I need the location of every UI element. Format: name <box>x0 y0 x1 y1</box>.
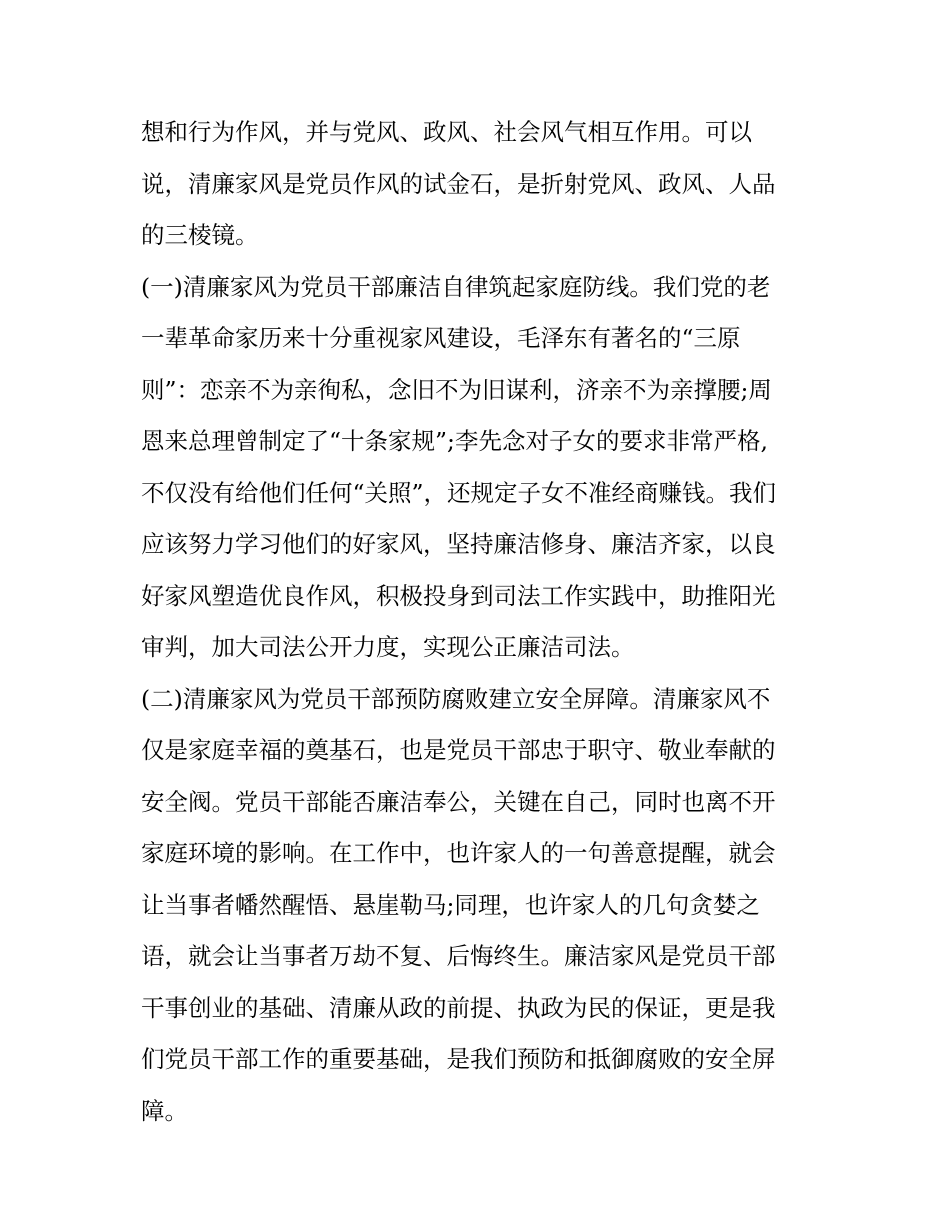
text-line: 家庭环境的影响。在工作中，也许家人的一句善意提醒，就会 <box>141 839 776 867</box>
text-line: 们党员干部工作的重要基础，是我们预防和抵御腐败的安全屏 <box>141 1045 776 1073</box>
text-line: 干事创业的基础、清廉从政的前提、执政为民的保证，更是我 <box>141 993 776 1022</box>
text-line: (一)清廉家风为党员干部廉洁自律筑起家庭防线。我们党的老 <box>141 272 771 301</box>
text-line: 让当事者幡然醒悟、悬崖勒马;同理，也许家人的几句贪婪之 <box>141 890 760 919</box>
text-line: 恩来总理曾制定了“十条家规”;李先念对子女的要求非常严格, <box>141 427 768 455</box>
document-body <box>141 107 821 1137</box>
text-line: 语，就会让当事者万劫不复、后悔终生。廉洁家风是党员干部 <box>141 942 776 970</box>
text-line: 应该努力学习他们的好家风，坚持廉洁修身、廉洁齐家，以良 <box>141 530 776 558</box>
text-line: (二)清廉家风为党员干部预防腐败建立安全屏障。清廉家风不 <box>141 684 771 713</box>
text-line: 则”：恋亲不为亲徇私，念旧不为旧谋利，济亲不为亲撑腰;周 <box>141 375 772 404</box>
text-line: 不仅没有给他们任何“关照”，还规定子女不准经商赚钱。我们 <box>141 478 777 507</box>
text-line: 想和行为作风，并与党风、政风、社会风气相互作用。可以 <box>141 118 752 146</box>
text-line: 审判，加大司法公开力度，实现公正廉洁司法。 <box>141 633 635 661</box>
text-line: 障。 <box>141 1096 188 1125</box>
text-line: 安全阀。党员干部能否廉洁奉公，关键在自己，同时也离不开 <box>141 787 776 816</box>
text-line: 说，清廉家风是党员作风的试金石，是折射党风、政风、人品 <box>141 169 776 198</box>
text-line: 仅是家庭幸福的奠基石，也是党员干部忠于职守、敬业奉献的 <box>141 736 776 764</box>
text-line: 一辈革命家历来十分重视家风建设，毛泽东有著名的“三原 <box>141 324 741 352</box>
text-line: 的三棱镜。 <box>141 221 259 249</box>
text-line: 好家风塑造优良作风，积极投身到司法工作实践中，助推阳光 <box>141 581 776 610</box>
